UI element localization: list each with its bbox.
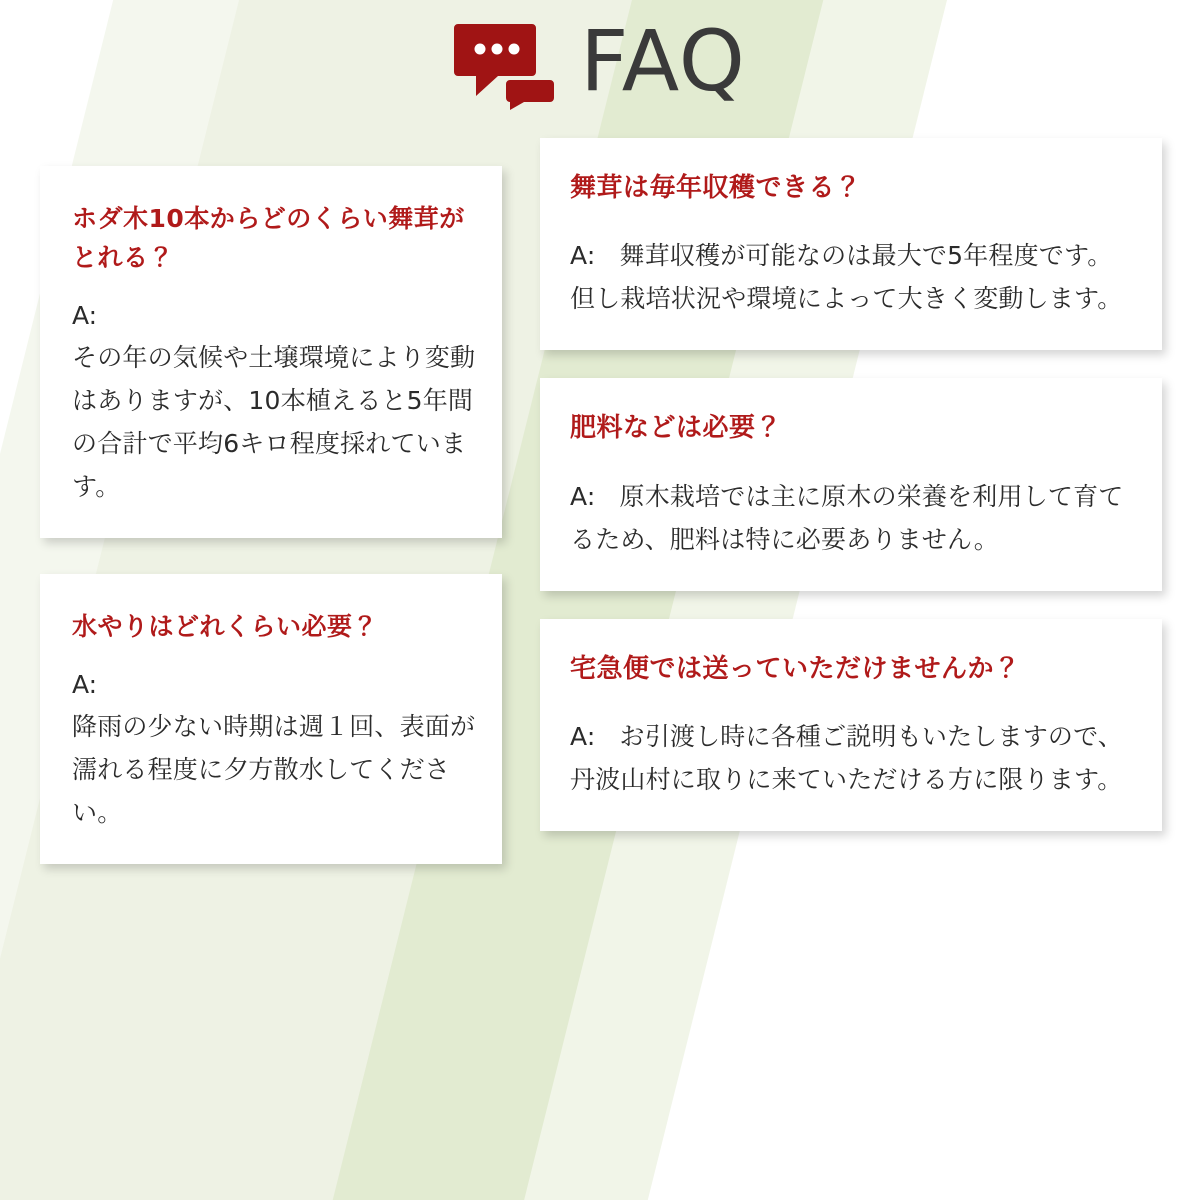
faq-question: 舞茸は毎年収穫できる？ (570, 173, 862, 203)
faq-answer-block (570, 715, 1134, 801)
faq-answer-label: A: (570, 721, 596, 751)
faq-answer-block (570, 475, 1134, 561)
faq-card (540, 619, 1162, 831)
faq-question: 宅急便では送っていただけませんか？ (570, 653, 1021, 684)
faq-card (540, 138, 1162, 350)
faq-answer-label: A: (570, 241, 596, 271)
faq-answer-label: A: (72, 669, 98, 699)
faq-answer: 原木栽培では主に原木の栄養を利用して育てるため、肥料は特に必要ありません。 (570, 481, 1124, 554)
faq-question: 肥料などは必要？ (570, 413, 783, 444)
faq-answer: 降雨の少ない時期は週１回、表面が濡れる程度に夕方散水してください。 (72, 711, 476, 827)
faq-card (40, 166, 502, 538)
page-header (0, 0, 1200, 128)
faq-card (40, 574, 502, 864)
faq-card (540, 378, 1162, 590)
faq-question: ホダ木10本からどのくらい舞茸がとれる？ (72, 204, 465, 272)
faq-answer: お引渡し時に各種ご説明もいたしますので、丹波山村に取りに来ていただける方に限ります。 (570, 721, 1124, 794)
faq-column-left (40, 138, 502, 900)
faq-content (0, 128, 1200, 900)
chat-bubble-icon (454, 18, 558, 110)
faq-question: 水やりはどれくらい必要？ (72, 611, 379, 641)
faq-column-right (540, 138, 1162, 859)
faq-answer-label: A: (72, 300, 98, 330)
faq-answer-label: A: (570, 481, 596, 511)
faq-answer-block (570, 234, 1134, 320)
faq-answer: その年の気候や土壌環境により変動はありますが、10本植えると5年間の合計で平均6キロ程度採れています。 (72, 342, 476, 501)
page-title: FAQ (580, 12, 746, 110)
faq-answer: 舞茸収穫が可能なのは最大で5年程度です。但し栽培状況や環境によって大きく変動します。 (570, 241, 1123, 314)
